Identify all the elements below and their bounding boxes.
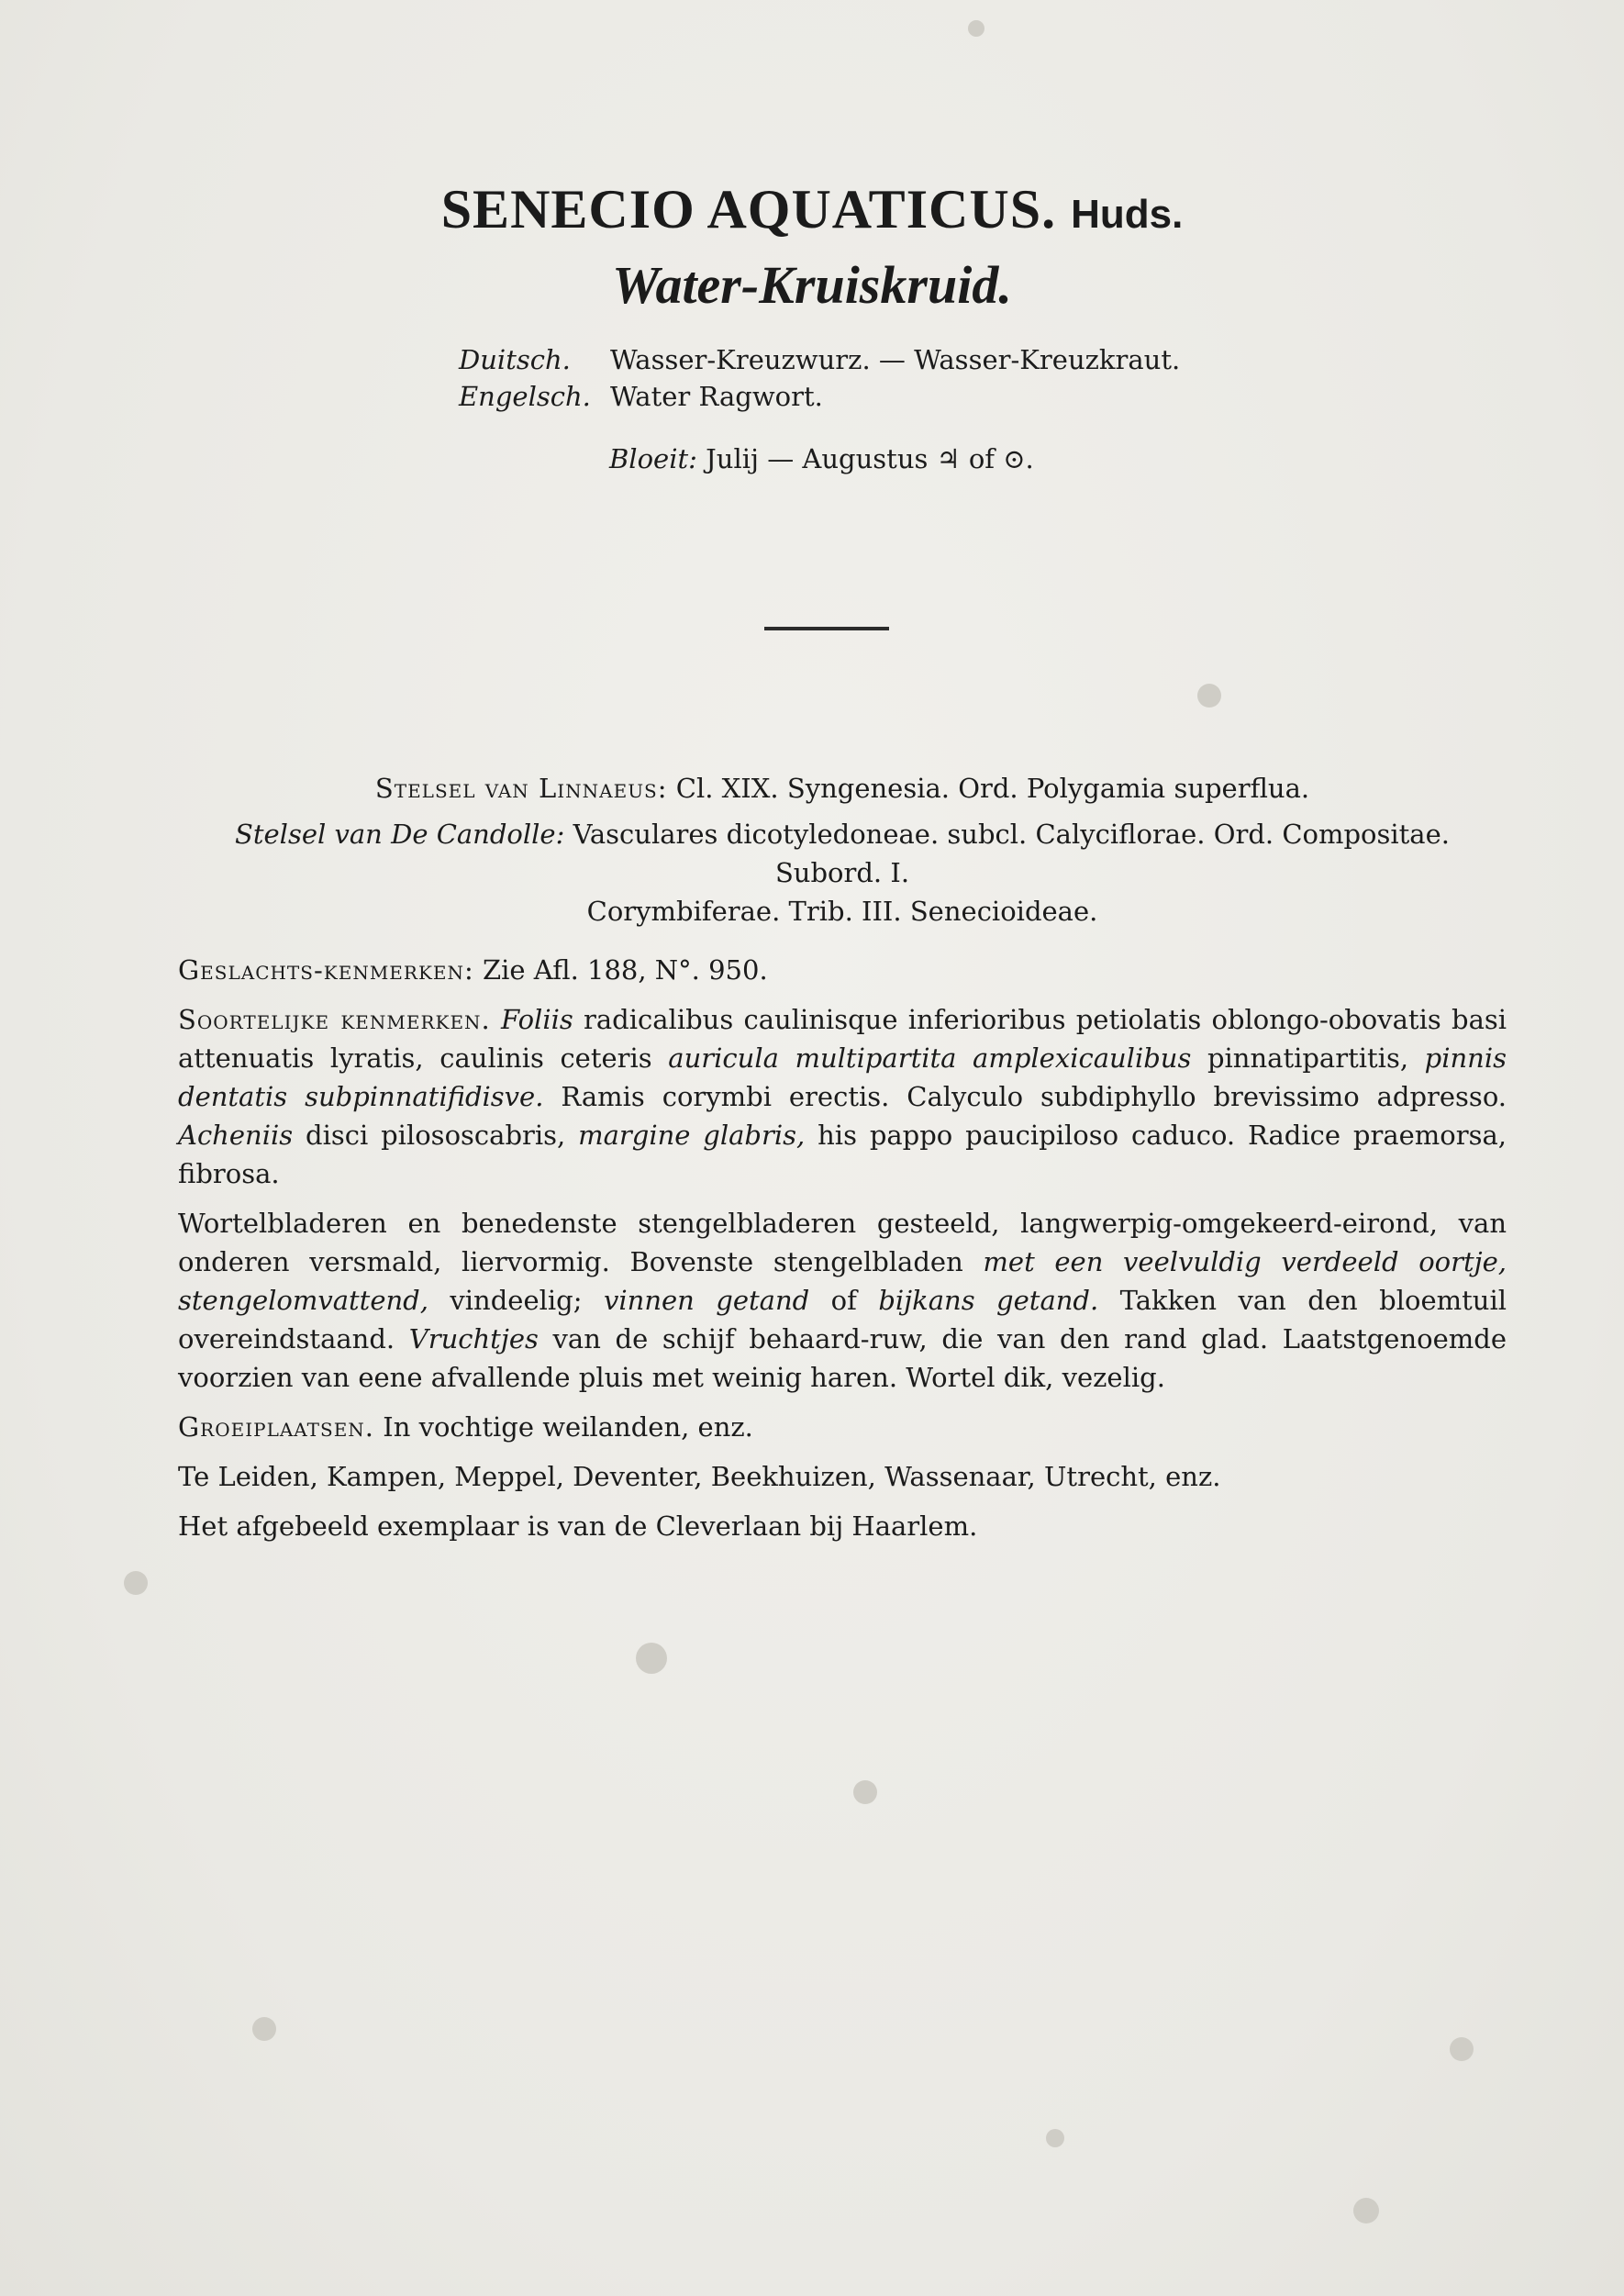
- species-text: pinnis dentatis subpinnatifidisve.: [178, 1042, 1507, 1112]
- paper-speck: [636, 1643, 667, 1674]
- specimen-source: Het afgebeeld exemplaar is van de Cleverlaan bij Haarlem.: [178, 1510, 978, 1542]
- dutch-text: of: [809, 1285, 879, 1316]
- candolle-value-2: Corymbiferae. Trib. III. Senecioideae.: [586, 896, 1098, 927]
- paper-speck: [1450, 2037, 1474, 2061]
- habitat-locations: Te Leiden, Kampen, Meppel, Deventer, Beekhuizen, Wassenaar, Utrecht, enz.: [178, 1461, 1221, 1492]
- species-text: radicalibus caulinisque inferioribus petiolatis oblongo-obovatis basi attenuatis lyratis, caulinis ceteris: [178, 1004, 1507, 1074]
- candolle-label: Stelsel van De Candolle:: [235, 819, 565, 850]
- section-divider: [764, 627, 889, 630]
- linnaeus-label: Stelsel van Linnaeus:: [374, 773, 668, 804]
- linnaeus-value: Cl. XIX. Syngenesia. Ord. Polygamia superflua.: [675, 773, 1310, 804]
- paper-speck: [252, 2017, 276, 2041]
- habitat-value: In vochtige weilanden, enz.: [383, 1411, 753, 1443]
- linnaeus-system: [178, 769, 1507, 808]
- dutch-text: vindeelig;: [428, 1285, 604, 1316]
- species-text: Ramis corymbi erectis. Calyculo subdiphyllo brevissimo adpresso.: [543, 1081, 1507, 1112]
- common-name-value: Wasser-Kreuzwurz. — Wasser-Kreuzkraut.: [610, 344, 1181, 375]
- species-text: disci pilososcabris,: [293, 1120, 579, 1151]
- dutch-text: met een veelvuldig verdeeld oortje, stengelomvattend,: [178, 1246, 1507, 1316]
- species-text: pinnatipartitis,: [1191, 1042, 1425, 1074]
- candolle-system: [178, 815, 1507, 931]
- candolle-value-1: Vasculares dicotyledoneae. subcl. Calyciflorae. Ord. Compositae. Subord. I.: [573, 819, 1450, 888]
- dutch-description: [178, 1204, 1507, 1397]
- habitat: [178, 1408, 1507, 1446]
- species-text: auricula multipartita amplexicaulibus: [668, 1042, 1192, 1074]
- paper-speck: [1046, 2129, 1064, 2147]
- paper-speck: [853, 1780, 877, 1804]
- dutch-text: bijkans getand.: [878, 1285, 1099, 1316]
- description-body: [178, 769, 1507, 1545]
- dutch-text: van de schijf behaard-ruw, die van den rand glad. Laatstgenoemde voorzien van eene afvallende pluis met weinig haren. Wortel dik, vezelig.: [178, 1323, 1507, 1393]
- common-names: [459, 341, 1180, 415]
- dutch-text: Wortelbladeren en benedenste stengelbladeren gesteeld, langwerpig-omgekeerd-eirond, van onderen versmald, liervormig. Bovenste stengelbladen: [178, 1208, 1507, 1277]
- species-name: SENECIO AQUATICUS.: [440, 179, 1057, 240]
- vernacular-name: Water-Kruiskruid.: [612, 255, 1012, 315]
- flowering-value: Julij — Augustus ♃ of ⊙.: [706, 443, 1034, 474]
- species-text: margine glabris,: [578, 1120, 806, 1151]
- common-name-row: [459, 378, 1180, 415]
- dutch-text: Takken van den bloemtuil overeindstaand.: [178, 1285, 1507, 1354]
- genus-characteristics: [178, 951, 1507, 989]
- paper-speck: [968, 20, 984, 37]
- species-text: Acheniis: [178, 1120, 294, 1151]
- species-characteristics: [178, 1000, 1507, 1193]
- paper-speck: [1197, 684, 1221, 708]
- dutch-text: Vruchtjes: [408, 1323, 539, 1354]
- language-label: Duitsch.: [459, 344, 571, 375]
- flowering-period: [609, 443, 1034, 474]
- paper-speck: [1353, 2198, 1379, 2224]
- language-label: Engelsch.: [459, 381, 591, 412]
- dutch-text: vinnen getand: [603, 1285, 810, 1316]
- flowering-label: Bloeit:: [609, 443, 697, 474]
- common-name-row: [459, 341, 1180, 378]
- species-text: Foliis: [501, 1004, 573, 1035]
- species-label: Soortelijke kenmerken.: [178, 1004, 491, 1035]
- habitat-label: Groeiplaatsen.: [178, 1411, 375, 1443]
- paper-speck: [124, 1571, 148, 1595]
- species-text: his pappo paucipiloso caduco. Radice praemorsa, fibrosa.: [178, 1120, 1507, 1189]
- common-name-value: Water Ragwort.: [610, 381, 823, 412]
- genus-value: Zie Afl. 188, N°. 950.: [482, 954, 768, 986]
- genus-label: Geslachts-kenmerken:: [178, 954, 474, 986]
- page-title: [0, 179, 1624, 240]
- species-author: Huds.: [1071, 192, 1184, 237]
